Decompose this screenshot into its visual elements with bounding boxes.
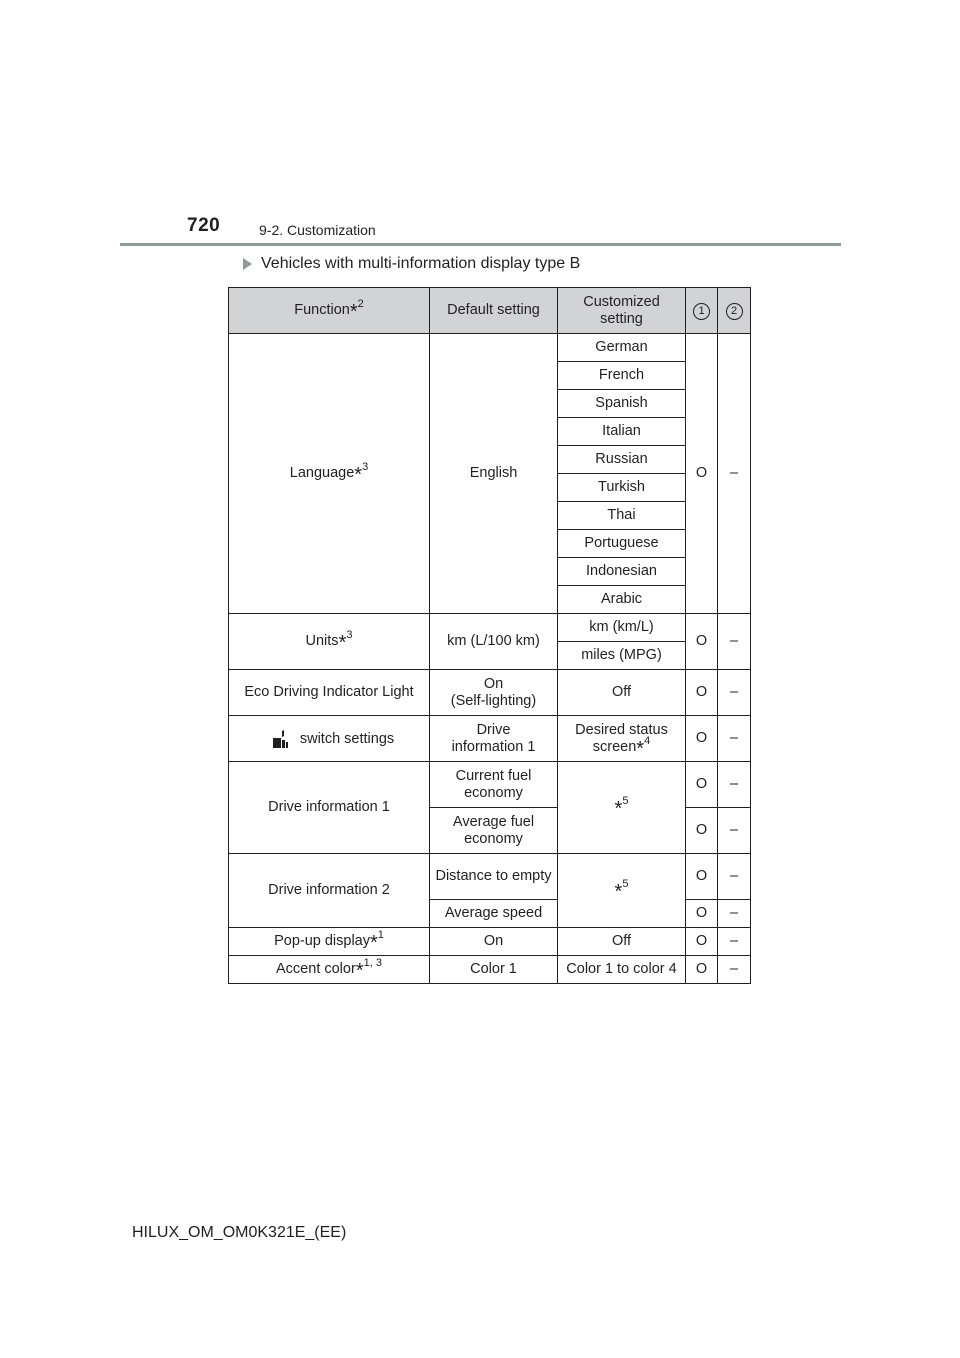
language-option: Portuguese: [558, 530, 686, 558]
language-option: Russian: [558, 446, 686, 474]
language-option: Indonesian: [558, 558, 686, 586]
drive2-col1: O: [686, 900, 718, 928]
display-switch-icon: [270, 729, 290, 749]
drive1-default: Average fuel economy: [430, 808, 558, 854]
units-function: Units*$^3$: [229, 614, 430, 670]
table-row: [229, 956, 751, 984]
eco-col1: O: [686, 670, 718, 716]
drive1-default: Current fuel economy: [430, 762, 558, 808]
drive1-col2: –: [718, 808, 751, 854]
drive2-col1: O: [686, 854, 718, 900]
accent-custom: Color 1 to color 4: [558, 956, 686, 984]
language-function: Language*$^3$: [229, 334, 430, 614]
units-option: miles (MPG): [558, 642, 686, 670]
drive2-default: Average speed: [430, 900, 558, 928]
language-option: Arabic: [558, 586, 686, 614]
drive2-function: Drive information 2: [229, 854, 430, 928]
language-option: German: [558, 334, 686, 362]
popup-col2: –: [718, 928, 751, 956]
header-col1: [686, 288, 718, 334]
table-row: [229, 334, 751, 362]
table-row: [229, 928, 751, 956]
drive2-custom: *$^5$: [558, 854, 686, 928]
accent-function: Accent color*$^{1, 3}$: [229, 956, 430, 984]
page-number: 720: [187, 215, 221, 236]
header-customized: Customized setting: [558, 288, 686, 334]
eco-custom: Off: [558, 670, 686, 716]
popup-default: On: [430, 928, 558, 956]
units-col2: –: [718, 614, 751, 670]
switch-col2: –: [718, 716, 751, 762]
switch-function: switch settings: [229, 716, 430, 762]
table-row: [229, 614, 751, 642]
subheading-text: Vehicles with multi-information display type B: [261, 255, 581, 272]
accent-default: Color 1: [430, 956, 558, 984]
section-title: 9-2. Customization: [259, 222, 376, 238]
eco-function: Eco Driving Indicator Light: [229, 670, 430, 716]
language-option: Thai: [558, 502, 686, 530]
language-col2: –: [718, 334, 751, 614]
drive2-default: Distance to empty: [430, 854, 558, 900]
circle-2-icon: 2: [726, 303, 743, 320]
switch-col1: O: [686, 716, 718, 762]
drive1-col1: O: [686, 808, 718, 854]
settings-table: [228, 287, 751, 984]
document-footer: HILUX_OM_OM0K321E_(EE): [132, 1224, 347, 1241]
drive2-col2: –: [718, 854, 751, 900]
table-row: [229, 670, 751, 716]
table-row: [229, 762, 751, 808]
header-default: Default setting: [430, 288, 558, 334]
units-col1: O: [686, 614, 718, 670]
language-col1: O: [686, 334, 718, 614]
subheading: [243, 255, 580, 273]
switch-custom: Desired status screen*$^4$: [558, 716, 686, 762]
table-header-row: [229, 288, 751, 334]
language-option: Spanish: [558, 390, 686, 418]
header-col2: [718, 288, 751, 334]
popup-col1: O: [686, 928, 718, 956]
header-function: Function*$^2$: [229, 288, 430, 334]
drive1-custom: *$^5$: [558, 762, 686, 854]
accent-col1: O: [686, 956, 718, 984]
language-default: English: [430, 334, 558, 614]
header-rule: [120, 243, 841, 246]
language-option: French: [558, 362, 686, 390]
eco-col2: –: [718, 670, 751, 716]
accent-col2: –: [718, 956, 751, 984]
language-option: Italian: [558, 418, 686, 446]
units-option: km (km/L): [558, 614, 686, 642]
units-default: km (L/100 km): [430, 614, 558, 670]
circle-1-icon: 1: [693, 303, 710, 320]
eco-default: On (Self-lighting): [430, 670, 558, 716]
table-row: [229, 854, 751, 900]
triangle-bullet-icon: [243, 258, 252, 270]
popup-function: Pop-up display*$^1$: [229, 928, 430, 956]
drive1-col2: –: [718, 762, 751, 808]
drive2-col2: –: [718, 900, 751, 928]
drive1-function: Drive information 1: [229, 762, 430, 854]
language-option: Turkish: [558, 474, 686, 502]
switch-default: Drive information 1: [430, 716, 558, 762]
drive1-col1: O: [686, 762, 718, 808]
table-row: [229, 716, 751, 762]
popup-custom: Off: [558, 928, 686, 956]
